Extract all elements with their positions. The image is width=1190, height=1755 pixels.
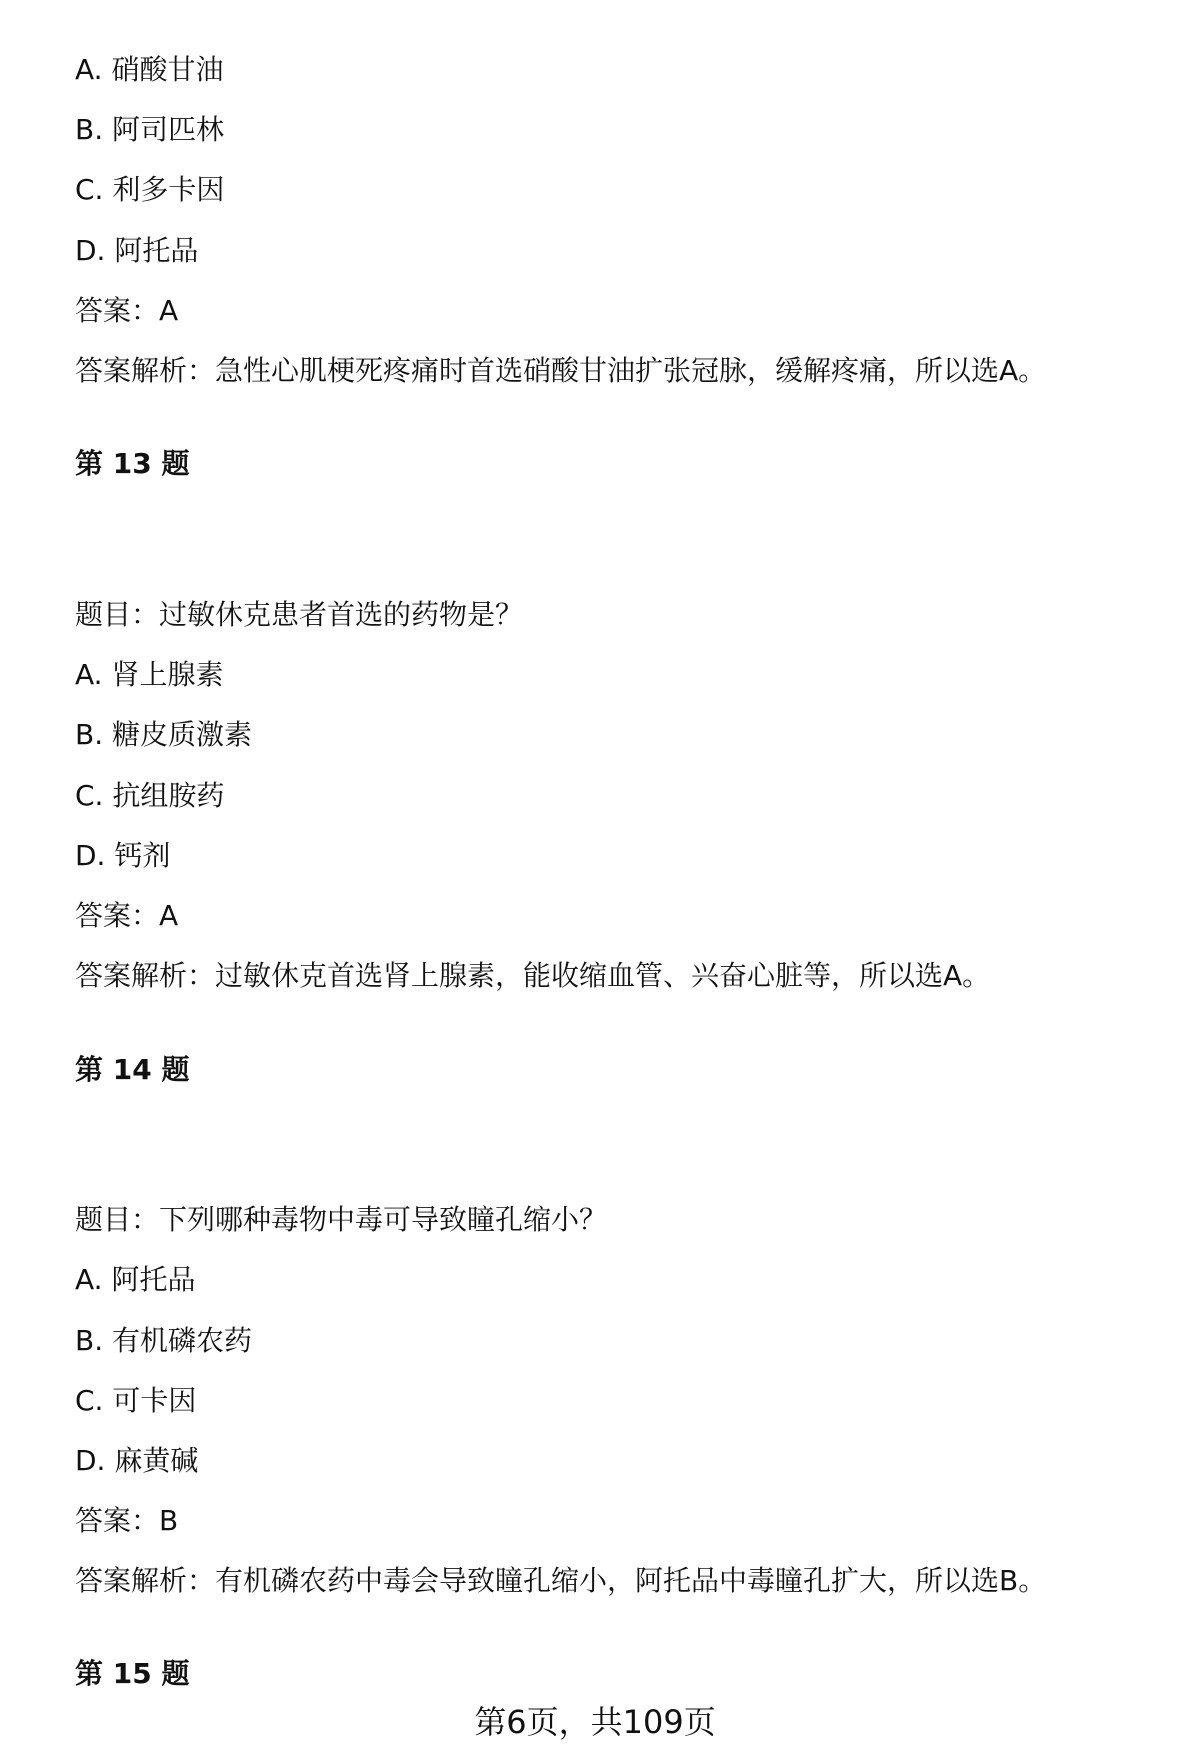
option-d: D. 钙剂	[75, 839, 171, 872]
question-heading: 第 14 题	[75, 1053, 190, 1086]
option-c: C. 利多卡因	[75, 173, 225, 206]
option-a: A. 阿托品	[75, 1263, 196, 1296]
question-text: 题目：过敏休克患者首选的药物是？	[75, 598, 524, 631]
option-b: B. 有机磷农药	[75, 1324, 253, 1357]
option-d: D. 麻黄碱	[75, 1444, 199, 1477]
option-b: B. 阿司匹林	[75, 113, 225, 146]
answer-explanation: 答案解析：有机磷农药中毒会导致瞳孔缩小，阿托品中毒瞳孔扩大，所以选B。	[75, 1564, 1047, 1597]
answer: 答案：B	[75, 1504, 179, 1537]
option-b: B. 糖皮质激素	[75, 718, 253, 751]
option-c: C. 抗组胺药	[75, 779, 225, 812]
question-text: 题目：下列哪种毒物中毒可导致瞳孔缩小？	[75, 1203, 608, 1236]
page-number: 第6页，共109页	[474, 1703, 716, 1741]
question-heading: 第 15 题	[75, 1657, 190, 1690]
answer: 答案：A	[75, 294, 179, 327]
option-a: A. 硝酸甘油	[75, 53, 224, 86]
question-heading: 第 13 题	[75, 447, 190, 480]
answer: 答案：A	[75, 899, 179, 932]
option-c: C. 可卡因	[75, 1384, 197, 1417]
option-a: A. 肾上腺素	[75, 658, 224, 691]
option-d: D. 阿托品	[75, 234, 199, 267]
answer-explanation: 答案解析：过敏休克首选肾上腺素，能收缩血管、兴奋心脏等，所以选A。	[75, 959, 991, 992]
answer-explanation: 答案解析：急性心肌梗死疼痛时首选硝酸甘油扩张冠脉，缓解疼痛，所以选A。	[75, 354, 1047, 387]
